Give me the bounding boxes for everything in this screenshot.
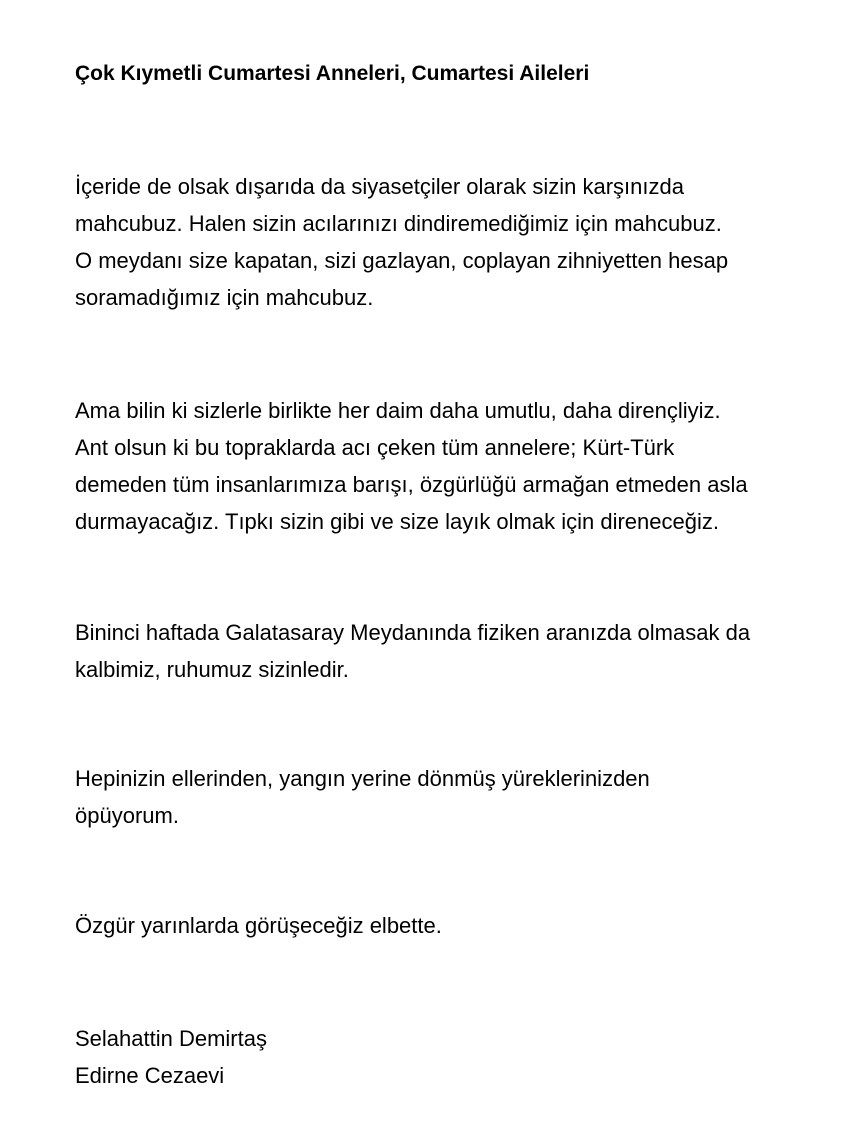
paragraph-line: demeden tüm insanlarımıza barışı, özgürlüğü armağan etmeden asla xyxy=(75,472,748,497)
signature-location: Edirne Cezaevi xyxy=(75,1063,225,1088)
paragraph-2 xyxy=(75,392,835,540)
paragraph-1 xyxy=(75,168,835,316)
paragraph-3 xyxy=(75,614,835,688)
paragraph-4 xyxy=(75,760,835,834)
paragraph-line: İçeride de olsak dışarıda da siyasetçiler olarak sizin karşınızda xyxy=(75,174,684,199)
paragraph-5 xyxy=(75,907,835,944)
paragraph-line: Ant olsun ki bu topraklarda acı çeken tüm annelere; Kürt-Türk xyxy=(75,435,675,460)
paragraph-line: Hepinizin ellerinden, yangın yerine dönmüş yüreklerinizden xyxy=(75,766,650,791)
paragraph-line: mahcubuz. Halen sizin acılarınızı dindiremediğimiz için mahcubuz. xyxy=(75,211,722,236)
paragraph-line: Ama bilin ki sizlerle birlikte her daim daha umutlu, daha dirençliyiz. xyxy=(75,398,721,423)
letter-salutation: Çok Kıymetli Cumartesi Anneleri, Cumartesi Aileleri xyxy=(75,62,590,85)
paragraph-line: O meydanı size kapatan, sizi gazlayan, coplayan zihniyetten hesap xyxy=(75,248,729,273)
paragraph-line: Özgür yarınlarda görüşeceğiz elbette. xyxy=(75,913,442,938)
paragraph-line: durmayacağız. Tıpkı sizin gibi ve size layık olmak için direneceğiz. xyxy=(75,509,719,534)
paragraph-line: soramadığımız için mahcubuz. xyxy=(75,285,374,310)
paragraph-line: kalbimiz, ruhumuz sizinledir. xyxy=(75,657,349,682)
signature-name: Selahattin Demirtaş xyxy=(75,1026,267,1051)
signature-block xyxy=(75,1020,835,1094)
paragraph-line: öpüyorum. xyxy=(75,803,179,828)
paragraph-line: Bininci haftada Galatasaray Meydanında fiziken aranızda olmasak da xyxy=(75,620,751,645)
